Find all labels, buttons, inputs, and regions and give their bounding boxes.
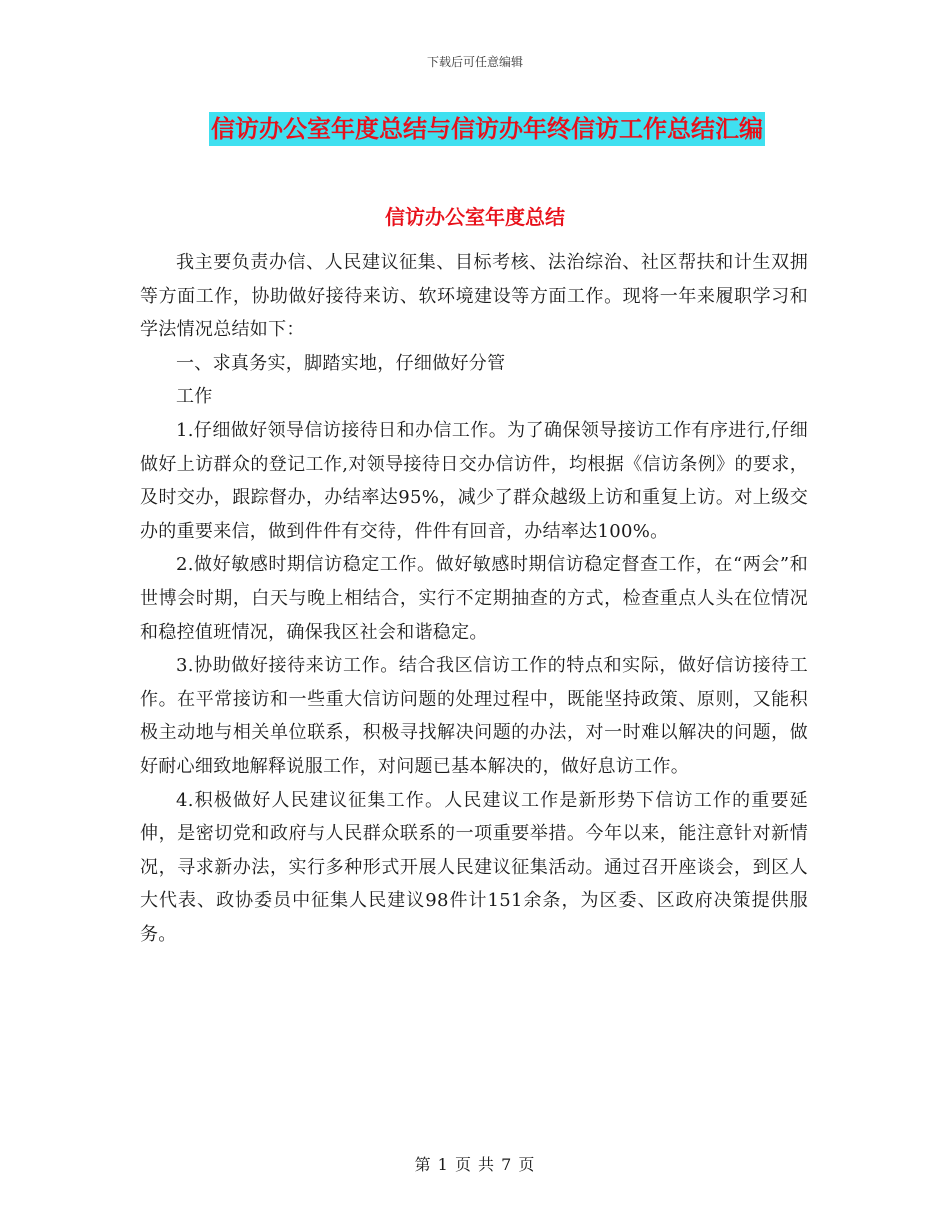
paragraph-item-1: 1.仔细做好领导信访接待日和办信工作。为了确保领导接访工作有序进行,仔细做好上访群众的登记工作,对领导接待日交办信访件，均根据《信访条例》的要求，及时交办，跟踪督办，办结率达95%，减少了群众越级上访和重复上访。对上级交办的重要来信，做到件件有交待，件件有回音，办结率达100%。	[140, 419, 808, 542]
paragraph-heading-1: 一、求真务实，脚踏实地，仔细做好分管	[176, 352, 506, 374]
document-body	[140, 246, 808, 951]
header-note: 下载后可任意编辑	[426, 55, 523, 69]
main-title-wrap	[0, 112, 950, 146]
paragraph-intro: 我主要负责办信、人民建议征集、目标考核、法治综治、社区帮扶和计生双拥等方面工作，协助做好接待来访、软环境建设等方面工作。现将一年来履职学习和学法情况总结如下：	[140, 252, 808, 341]
document-title: 信访办公室年度总结与信访办年终信访工作总结汇编	[209, 112, 765, 146]
section-title: 信访办公室年度总结	[385, 205, 565, 229]
paragraph-item-2: 2.做好敏感时期信访稳定工作。做好敏感时期信访稳定督查工作，在“两会”和世博会时期，白天与晚上相结合，实行不定期抽查的方式，检查重点人头在位情况和稳控值班情况，确保我区社会和谐稳定。	[140, 554, 808, 643]
paragraph-item-3: 3.协助做好接待来访工作。结合我区信访工作的特点和实际，做好信访接待工作。在平常接访和一些重大信访问题的处理过程中，既能坚持政策、原则，又能积极主动地与相关单位联系，积极寻找解决问题的办法，对一时难以解决的问题，做好耐心细致地解释说服工作，对问题已基本解决的，做好息访工作。	[140, 655, 808, 777]
page-number: 第 1 页 共 7 页	[414, 1155, 536, 1174]
paragraph-item-4: 4.积极做好人民建议征集工作。人民建议工作是新形势下信访工作的重要延伸，是密切党和政府与人民群众联系的一项重要举措。今年以来，能注意针对新情况，寻求新办法，实行多种形式开展人民建议征集活动。通过召开座谈会，到区人大代表、政协委员中征集人民建议98件计151余条，为区委、区政府决策提供服务。	[140, 789, 808, 945]
paragraph-heading-1-cont: 工作	[176, 386, 213, 408]
